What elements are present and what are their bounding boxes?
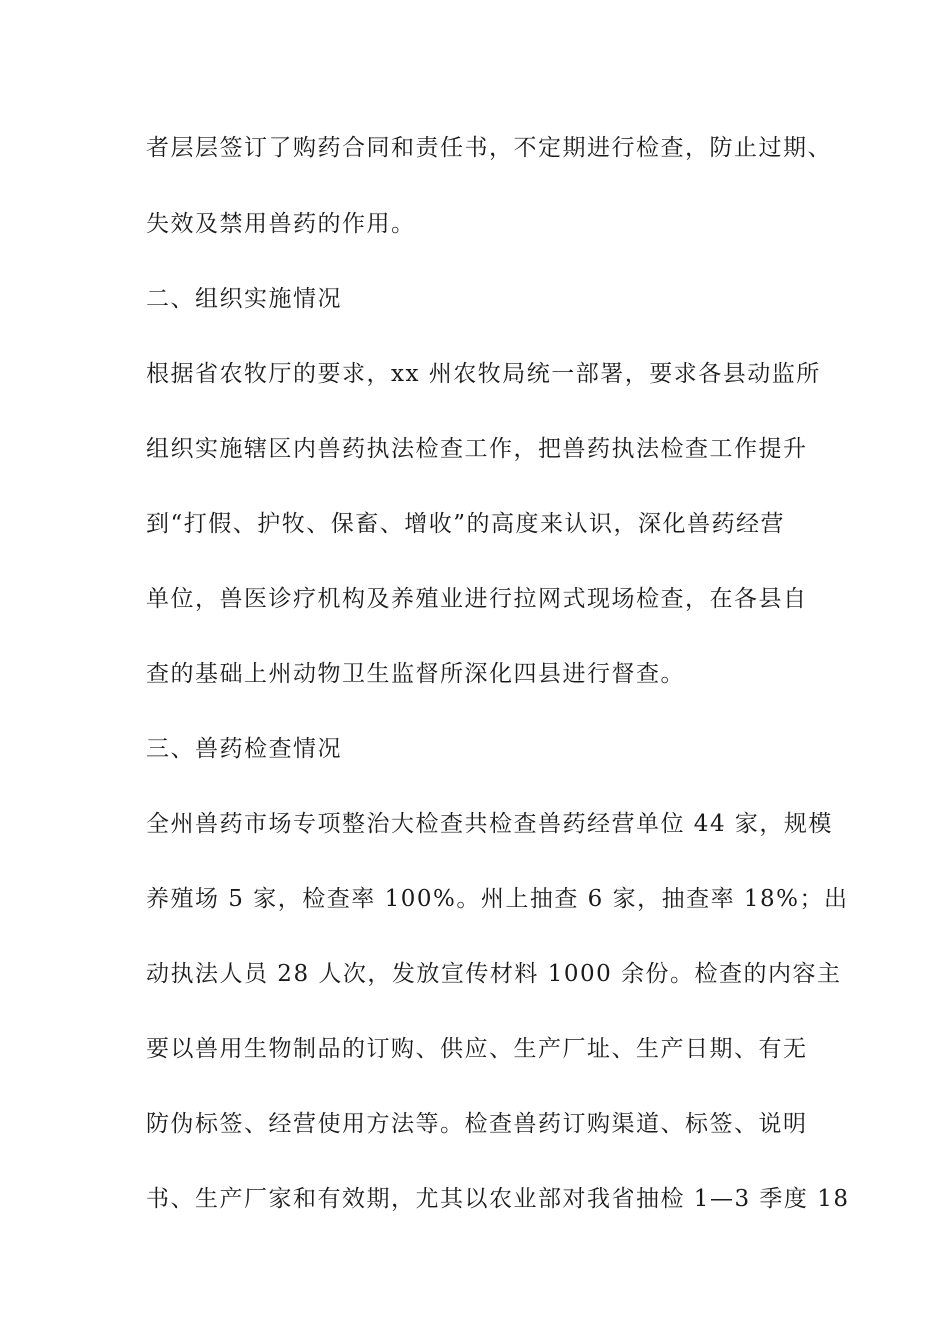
text-line-10: 全州兽药市场专项整治大检查共检查兽药经营单位 44 家，规模 xyxy=(146,811,833,837)
text-line-14: 防伪标签、经营使用方法等。检查兽药订购渠道、标签、说明 xyxy=(146,1111,808,1137)
text-line-4: 根据省农牧厅的要求，xx 州农牧局统一部署，要求各县动监所 xyxy=(146,361,821,387)
section-heading-2: 二、组织实施情况 xyxy=(146,286,342,312)
text-line-2: 失效及禁用兽药的作用。 xyxy=(146,211,416,237)
text-line-12: 动执法人员 28 人次，发放宣传材料 1000 余份。检查的内容主 xyxy=(146,961,842,987)
text-line-1: 者层层签订了购药合同和责任书，不定期进行检查，防止过期、 xyxy=(146,135,832,161)
text-line-5: 组织实施辖区内兽药执法检查工作，把兽药执法检查工作提升 xyxy=(146,436,808,462)
text-line-11: 养殖场 5 家，检查率 100%。州上抽查 6 家，抽查率 18%；出 xyxy=(146,886,849,912)
text-line-6: 到“打假、护牧、保畜、增收”的高度来认识，深化兽药经营 xyxy=(146,511,786,537)
text-line-15: 书、生产厂家和有效期，尤其以农业部对我省抽检 1—3 季度 18 xyxy=(146,1186,850,1212)
text-line-13: 要以兽用生物制品的订购、供应、生产厂址、生产日期、有无 xyxy=(146,1036,808,1062)
text-line-7: 单位，兽医诊疗机构及养殖业进行拉网式现场检查，在各县自 xyxy=(146,586,808,612)
text-line-8: 查的基础上州动物卫生监督所深化四县进行督查。 xyxy=(146,661,685,687)
section-heading-3: 三、兽药检查情况 xyxy=(146,736,342,762)
